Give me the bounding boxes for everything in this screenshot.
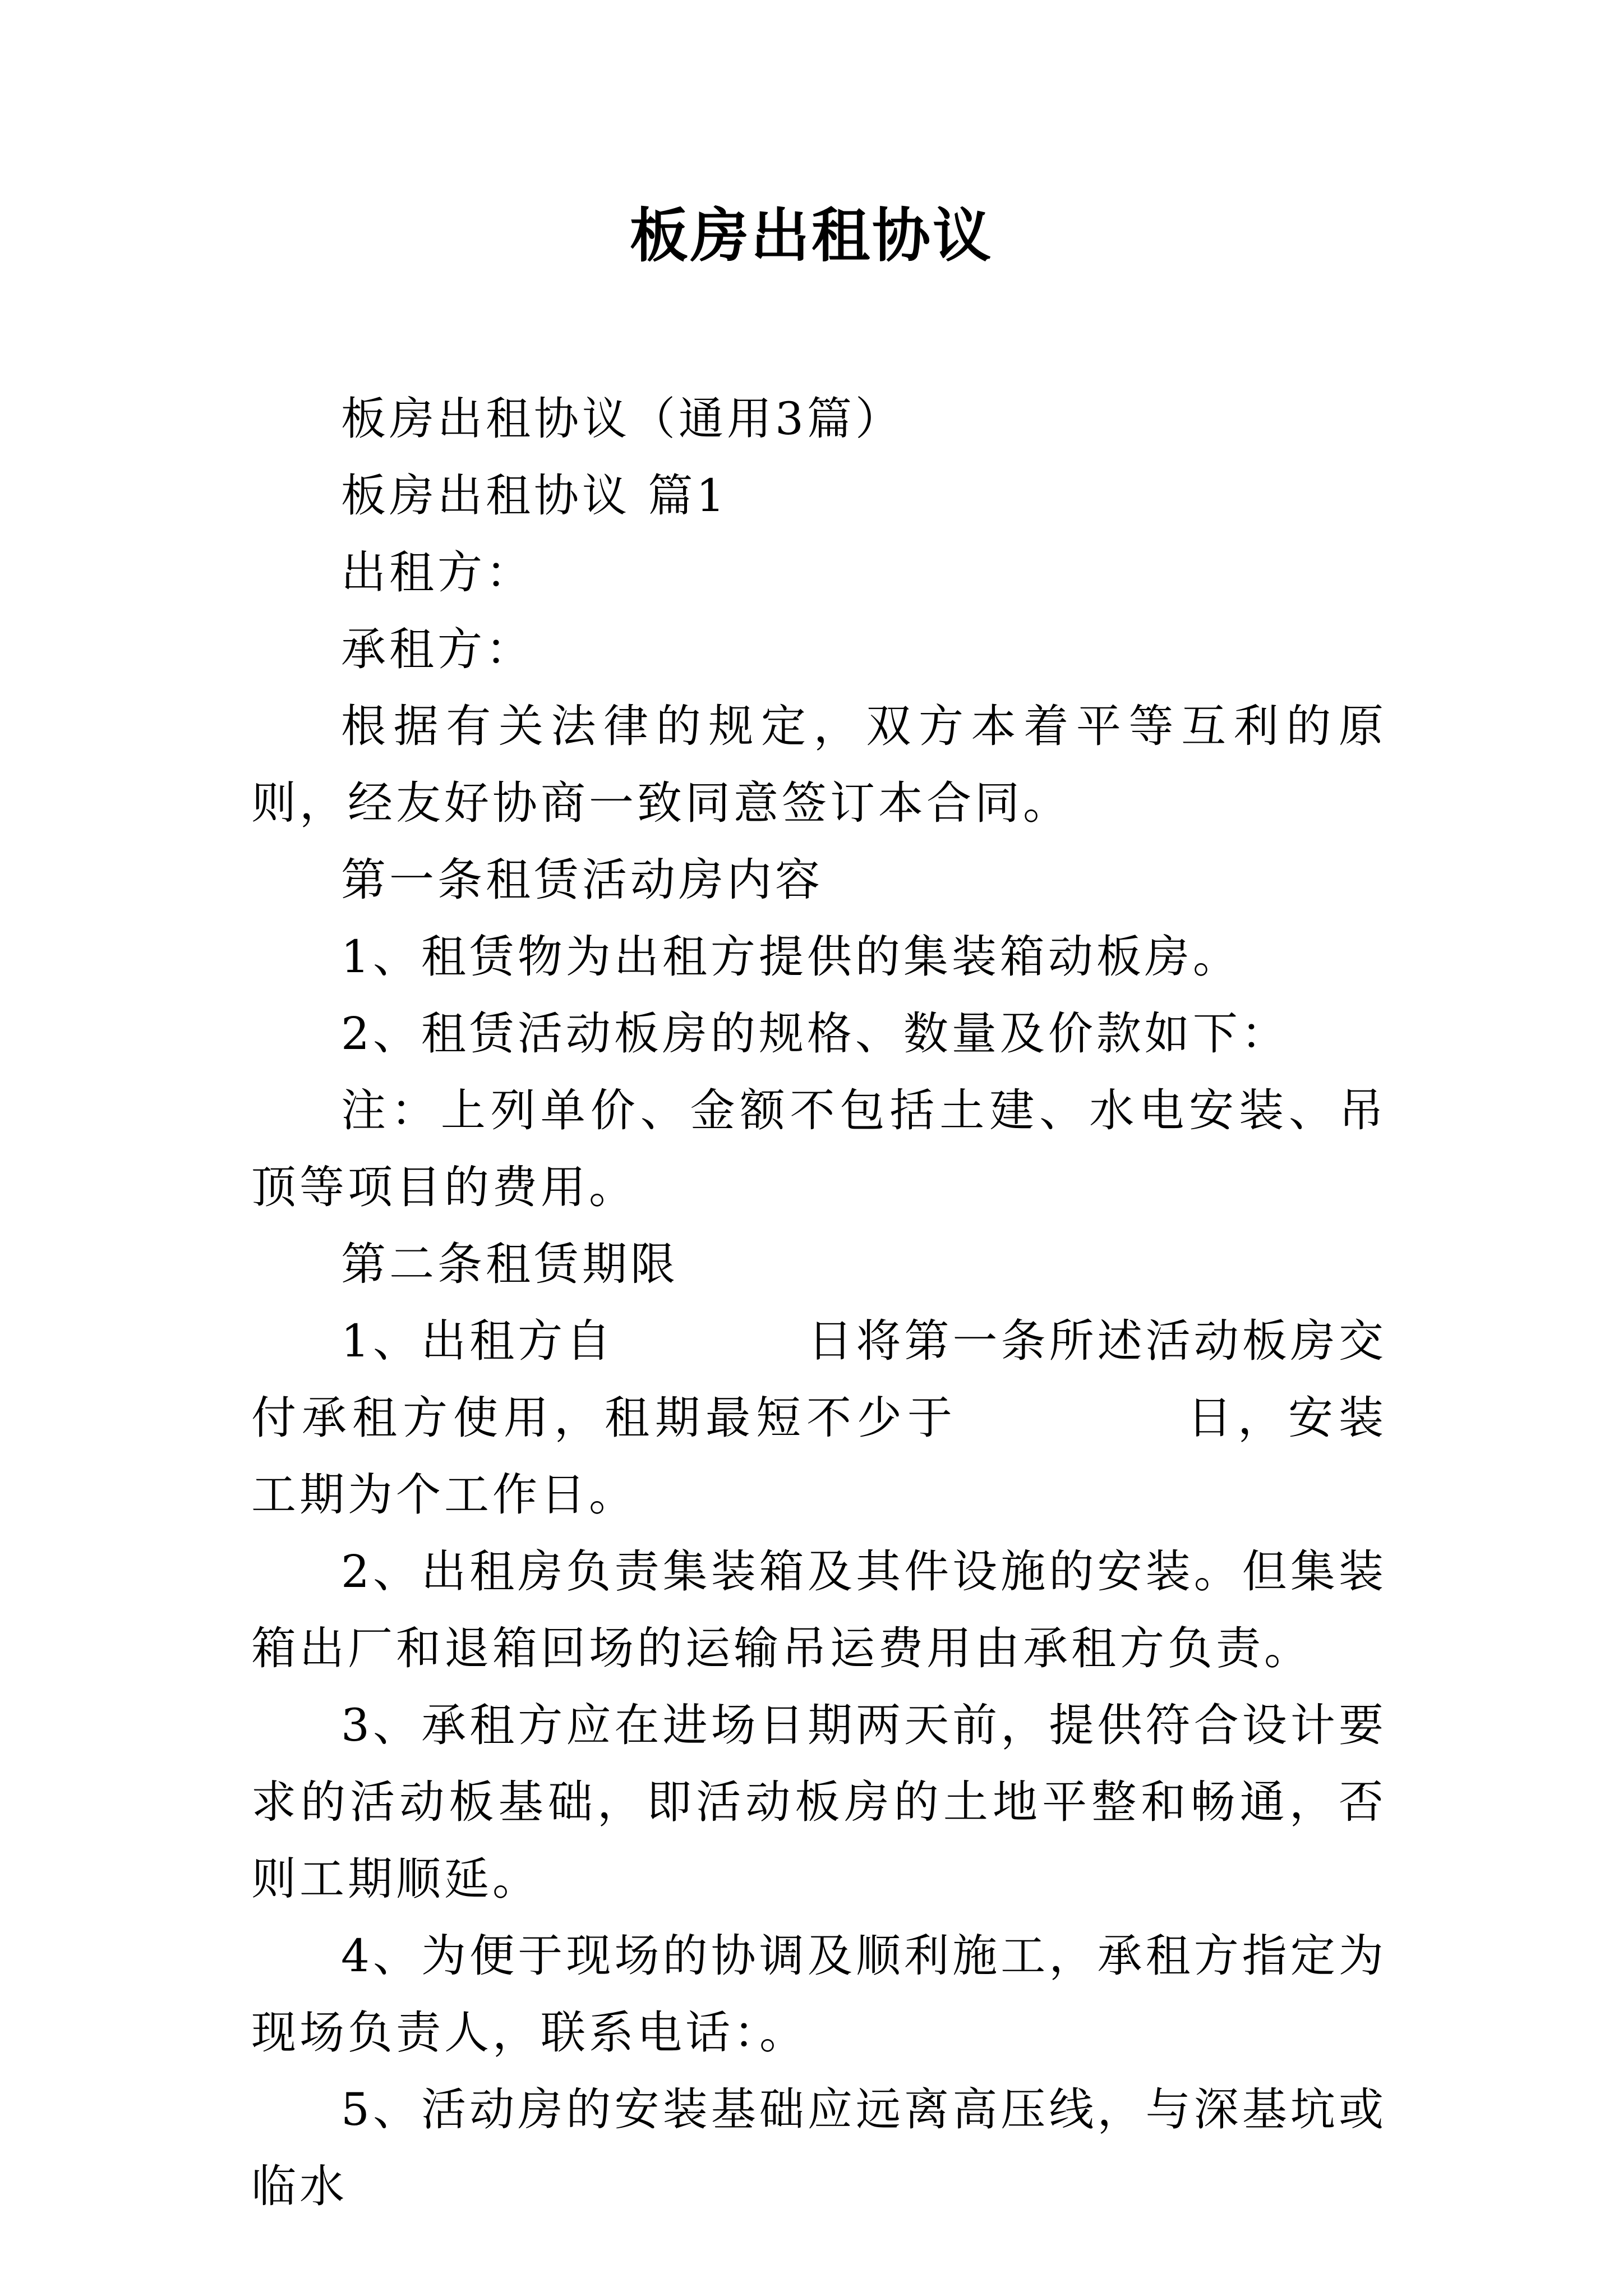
paragraph-lessor: 出租方： (341, 546, 534, 599)
clause-2-1-part-b: 日将第一条所述活动板房交付承租方使用，租期最短不少于 (251, 1315, 1387, 1444)
paragraph-preamble: 根据有关法律的规定，双方本着平等互利的原则，经友好协商一致同意签订本合同。 (251, 700, 1387, 829)
paragraph-clause-1-2: 2、租赁活动板房的规格、数量及价款如下： (341, 1007, 1289, 1060)
paragraph-article-1-heading: 第一条租赁活动房内容 (341, 854, 823, 906)
paragraph-clause-2-2: 2、出租房负责集装箱及其件设施的安装。但集装箱出厂和退箱回场的运输吊运费用由承租方负责。 (251, 1545, 1387, 1674)
clause-2-1-part-a: 1、出租方自 (341, 1315, 615, 1367)
document-body (251, 380, 1387, 2225)
paragraph-clause-1-1: 1、租赁物为出租方提供的集装箱动板房。 (341, 931, 1241, 983)
paragraph-note: 注：上列单价、金额不包括土建、水电安装、吊顶等项目的费用。 (251, 1084, 1387, 1213)
document-title: 板房出租协议 (629, 201, 993, 270)
paragraph-lessee: 承租方： (341, 623, 534, 675)
paragraph-subtitle: 板房出租协议（通用3篇） (341, 393, 903, 445)
paragraph-article-2-heading: 第二条租赁期限 (341, 1238, 679, 1290)
paragraph-clause-2-5: 5、活动房的安装基础应远离高压线，与深基坑或临水 (251, 2083, 1387, 2212)
paragraph-part-heading: 板房出租协议 篇1 (341, 470, 728, 522)
clause-2-1-part-c: 日，安装工期为个工作日。 (251, 1392, 1387, 1521)
paragraph-clause-2-4: 4、为便于现场的协调及顺利施工，承租方指定为现场负责人，联系电话：。 (251, 1930, 1387, 2059)
paragraph-clause-2-3: 3、承租方应在进场日期两天前，提供符合设计要求的活动板基础，即活动板房的土地平整和畅通，否则工期顺延。 (251, 1699, 1387, 1905)
paragraph-clause-2-1 (251, 1303, 1387, 1533)
